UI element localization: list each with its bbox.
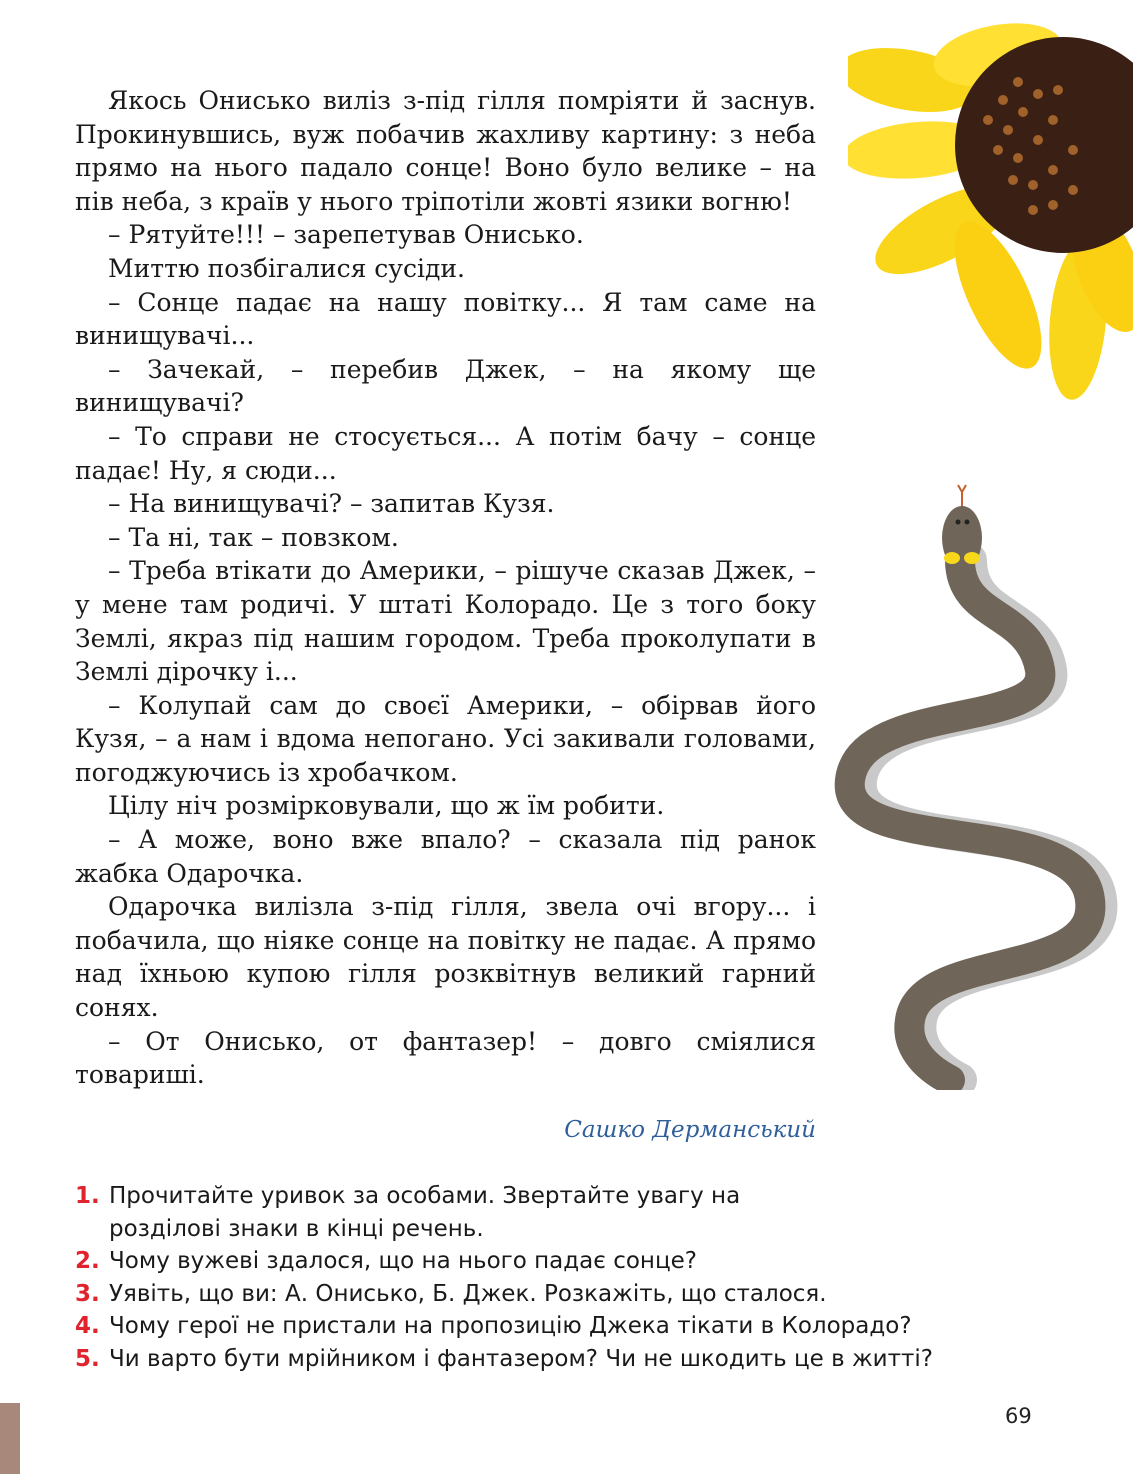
question-number: 4. [75, 1313, 100, 1339]
story-paragraph: Одарочка вилізла з-під гілля, звела очі вгору... і побачила, що ніяке сонце на повітку не падає. А прямо над їхньою купою гілля розквітнув великий гарний сонях. [75, 892, 816, 1023]
story-paragraph: – То справи не стосується... А потім бачу – сонце падає! Ну, я сюди... [75, 421, 816, 485]
question-text: Чому вужеві здалося, що на нього падає сонце? [109, 1248, 697, 1274]
question-text: Уявіть, що ви: А. Онисько, Б. Джек. Розкажіть, що сталося. [109, 1280, 827, 1307]
question-item [75, 1180, 815, 1245]
story-paragraph: Цілу ніч розмірковували, що ж їм робити. [108, 791, 665, 821]
story-paragraph: – Сонце падає на нашу повітку... Я там саме на винищувачі... [75, 287, 816, 351]
question-number: 5. [75, 1345, 100, 1372]
question-item [75, 1245, 1055, 1278]
snake-illustration [830, 480, 1120, 1090]
question-item [75, 1310, 1055, 1343]
story-paragraph: Якось Онисько виліз з-під гілля помріяти й заснув. Прокинувшись, вуж побачив жахливу картину: з неба прямо на нього падало сонце! Воно було велике – на пів неба, з країв у нього тріпотіли жовті язики вогню! [75, 86, 816, 216]
story-text [75, 84, 816, 1092]
story-paragraph: Миттю позбігалися сусіди. [108, 253, 466, 283]
story-paragraph: – Рятуйте!!! – зарепетував Онисько. [108, 220, 584, 250]
story-paragraph: – От Онисько, от фантазер! – довго сміялися товариші. [75, 1026, 816, 1090]
question-text: Чому герої не пристали на пропозицію Джека тікати в Колорадо? [109, 1313, 912, 1339]
question-item [75, 1278, 1055, 1311]
page-number: 69 [1005, 1404, 1032, 1428]
story-paragraph: – Та ні, так – повзком. [108, 522, 399, 552]
page-edge-tab [0, 1403, 20, 1474]
story-paragraph: – Зачекай, – перебив Джек, – на якому ще винищувачі? [75, 354, 816, 418]
story-paragraph: – Колупай сам до своєї Америки, – обірвав його Кузя, – а нам і вдома непогано. Усі закивали головами, погоджуючись із хробачком. [75, 690, 816, 787]
sunflower-illustration [848, 20, 1133, 400]
questions-list [75, 1180, 1055, 1375]
story-paragraph: – А може, воно вже впало? – сказала під ранок жабка Одарочка. [75, 825, 816, 888]
question-text: Прочитайте уривок за особами. Звертайте увагу на розділові знаки в кінці речень. [109, 1183, 741, 1242]
question-text: Чи варто бути мрійником і фантазером? Чи не шкодить це в житті? [109, 1345, 934, 1372]
question-item [75, 1343, 1055, 1376]
story-paragraph: – Треба втікати до Америки, – рішуче сказав Джек, – у мене там родичі. У штаті Колорадо. Це з того боку Землі, якраз під нашим городом. Треба проколупати в Землі дірочку і... [75, 556, 816, 687]
story-paragraph: – На винищувачі? – запитав Кузя. [108, 489, 555, 519]
question-number: 2. [75, 1248, 100, 1274]
story-author: Сашко Дерманський [564, 1117, 816, 1143]
question-number: 3. [75, 1280, 100, 1307]
question-number: 1. [75, 1183, 100, 1209]
